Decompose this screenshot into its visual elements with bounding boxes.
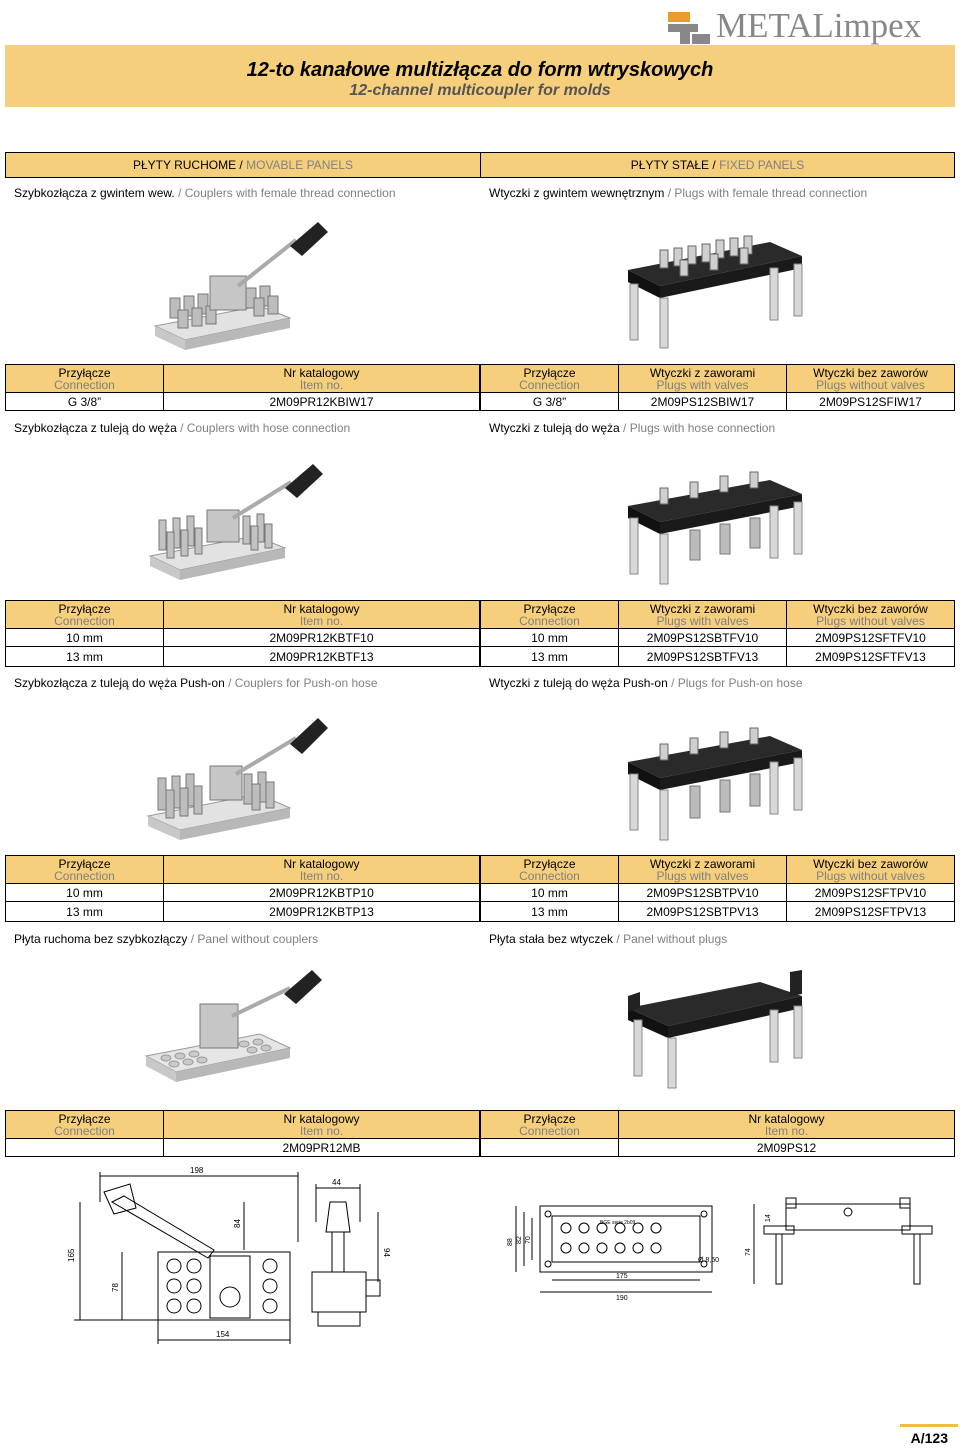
table-row — [6, 393, 480, 411]
connection-cell: 13 mm — [6, 647, 164, 667]
dim-154: 154 — [216, 1330, 230, 1339]
col-without-valves-header: Wtyczki bez zaworów Plugs without valves — [787, 365, 955, 393]
fixed-panel-without-plugs-image — [620, 968, 810, 1090]
fixed-drawing-label: BGE serie 2b09 — [600, 1220, 636, 1226]
section4-right-title — [489, 932, 727, 946]
dim-94: 94 — [382, 1248, 391, 1257]
movable-panels-pl: PŁYTY RUCHOME / — [132, 158, 243, 172]
section2-coupler-table — [5, 600, 480, 667]
dim-44: 44 — [332, 1178, 341, 1187]
section1-left-title-pl: Szybkozłącza z gwintem wew. — [14, 186, 175, 200]
section3-right-title — [489, 676, 803, 690]
section2-right-title — [489, 421, 775, 435]
dim-78: 78 — [111, 1283, 120, 1292]
col-without-valves-header: Wtyczki bez zaworów Plugs without valves — [787, 601, 955, 629]
item-cell: 2M09PR12KBIW17 — [164, 393, 480, 411]
col-without-valves-header: Wtyczki bez zaworów Plugs without valves — [787, 856, 955, 884]
table-row — [481, 902, 955, 922]
logo-mark-icon — [668, 6, 712, 46]
section3-left-title — [14, 676, 378, 690]
connection-cell: 10 mm — [481, 884, 619, 902]
item-cell: 2M09PR12KBTP10 — [164, 884, 480, 902]
table-row — [6, 647, 480, 667]
section1-plug-table — [480, 364, 955, 411]
valves-cell: 2M09PS12SBTPV13 — [619, 902, 787, 922]
table-row — [481, 1139, 955, 1157]
plug-hose-image — [620, 468, 810, 586]
fixed-panel-technical-drawing — [500, 1196, 940, 1306]
col-with-valves-header: Wtyczki z zaworami Plugs with valves — [619, 601, 787, 629]
section2-left-title-en: / Couplers with hose connection — [176, 421, 351, 435]
section3-plug-table — [480, 855, 955, 922]
connection-cell: 10 mm — [6, 629, 164, 647]
item-cell: 2M09PR12KBTF13 — [164, 647, 480, 667]
section1-coupler-table — [5, 364, 480, 411]
section2-left-title — [14, 421, 350, 435]
dim-84: 84 — [233, 1219, 242, 1228]
movable-panel-technical-drawing — [60, 1162, 480, 1352]
connection-cell: 13 mm — [6, 902, 164, 922]
fixed-panels-en: FIXED PANELS — [719, 158, 805, 172]
no-valves-cell: 2M09PS12SFTFV10 — [787, 629, 955, 647]
section3-left-title-en: / Couplers for Push-on hose — [224, 676, 378, 690]
section4-plug-table — [480, 1110, 955, 1157]
page-number: A/123 — [910, 1430, 948, 1446]
dim-198: 198 — [190, 1166, 204, 1175]
fixed-panels-header — [480, 152, 955, 178]
movable-panels-en: MOVABLE PANELS — [246, 158, 354, 172]
connection-cell — [6, 1139, 164, 1157]
section3-coupler-table — [5, 855, 480, 922]
connection-cell: 10 mm — [6, 884, 164, 902]
col-item-header: Nr katalogowy Item no. — [619, 1111, 955, 1139]
dim-165: 165 — [67, 1248, 76, 1262]
dim-190: 190 — [616, 1295, 628, 1302]
table-row — [481, 629, 955, 647]
page-subtitle: 12-channel multicoupler for molds — [349, 82, 611, 99]
coupler-hose-image — [145, 458, 335, 588]
section1-left-title-en: / Couplers with female thread connection — [174, 186, 396, 200]
section2-left-title-pl: Szybkozłącza z tuleją do węża — [14, 421, 177, 435]
item-cell: 2M09PS12 — [619, 1139, 955, 1157]
valves-cell: 2M09PS12SBTFV13 — [619, 647, 787, 667]
coupler-female-thread-image — [150, 218, 340, 358]
col-connection-header: Przyłącze Connection — [481, 1111, 619, 1139]
plug-push-on-image — [620, 722, 810, 844]
section4-coupler-table — [5, 1110, 480, 1157]
connection-cell: G 3/8” — [481, 393, 619, 411]
dim-88: 88 — [507, 1238, 514, 1246]
page-title: 12-to kanałowe multizłącza do form wtryskowych — [246, 59, 714, 81]
no-valves-cell: 2M09PS12SFTPV13 — [787, 902, 955, 922]
table-row — [481, 647, 955, 667]
connection-cell: 10 mm — [481, 629, 619, 647]
brand-name: METALimpex — [716, 6, 922, 45]
section1-right-title-en: / Plugs with female thread connection — [664, 186, 868, 200]
connection-cell — [481, 1139, 619, 1157]
col-connection-header: Przyłącze Connection — [481, 856, 619, 884]
valves-cell: 2M09PS12SBIW17 — [619, 393, 787, 411]
section1-right-title-pl: Wtyczki z gwintem wewnętrznym — [489, 186, 665, 200]
no-valves-cell: 2M09PS12SFTPV10 — [787, 884, 955, 902]
section4-left-title-en: / Panel without couplers — [187, 932, 319, 946]
col-connection-header: Przyłącze Connection — [6, 365, 164, 393]
section4-right-title-pl: Płyta stała bez wtyczek — [489, 932, 614, 946]
section4-left-title — [14, 932, 318, 946]
metalimpex-logo — [668, 6, 948, 46]
section2-right-title-pl: Wtyczki z tuleją do węża — [489, 421, 620, 435]
col-with-valves-header: Wtyczki z zaworami Plugs with valves — [619, 365, 787, 393]
col-connection-header: Przyłącze Connection — [6, 856, 164, 884]
page-number-underline — [900, 1424, 958, 1427]
dim-14: 14 — [765, 1214, 772, 1222]
valves-cell: 2M09PS12SBTPV10 — [619, 884, 787, 902]
dim-diameter: Ø 8,50 — [698, 1257, 720, 1264]
table-row — [481, 393, 955, 411]
col-item-header: Nr katalogowy Item no. — [164, 601, 480, 629]
col-with-valves-header: Wtyczki z zaworami Plugs with valves — [619, 856, 787, 884]
col-connection-header: Przyłącze Connection — [481, 365, 619, 393]
table-row — [6, 884, 480, 902]
table-row — [481, 884, 955, 902]
connection-cell: 13 mm — [481, 902, 619, 922]
no-valves-cell: 2M09PS12SFIW17 — [787, 393, 955, 411]
fixed-panels-pl: PŁYTY STAŁE / — [630, 158, 716, 172]
dim-74: 74 — [745, 1248, 752, 1256]
movable-panels-header — [5, 152, 481, 178]
section3-right-title-en: / Plugs for Push-on hose — [667, 676, 803, 690]
col-item-header: Nr katalogowy Item no. — [164, 856, 480, 884]
no-valves-cell: 2M09PS12SFTFV13 — [787, 647, 955, 667]
table-row — [6, 1139, 480, 1157]
item-cell: 2M09PR12KBTP13 — [164, 902, 480, 922]
col-connection-header: Przyłącze Connection — [6, 1111, 164, 1139]
connection-cell: 13 mm — [481, 647, 619, 667]
col-connection-header: Przyłącze Connection — [481, 601, 619, 629]
section3-left-title-pl: Szybkozłącza z tuleją do węża Push-on — [14, 676, 225, 690]
section1-left-title — [14, 186, 396, 200]
section2-right-title-en: / Plugs with hose connection — [619, 421, 776, 435]
col-item-header: Nr katalogowy Item no. — [164, 1111, 480, 1139]
table-row — [6, 629, 480, 647]
movable-panel-without-couplers-image — [140, 966, 340, 1096]
connection-cell: G 3/8” — [6, 393, 164, 411]
col-item-header: Nr katalogowy Item no. — [164, 365, 480, 393]
coupler-push-on-image — [140, 712, 340, 848]
dim-70: 70 — [525, 1236, 532, 1244]
table-row — [6, 902, 480, 922]
col-connection-header: Przyłącze Connection — [6, 601, 164, 629]
item-cell: 2M09PR12MB — [164, 1139, 480, 1157]
dim-82: 82 — [516, 1236, 523, 1244]
section2-plug-table — [480, 600, 955, 667]
section1-right-title — [489, 186, 867, 200]
plug-female-thread-image — [620, 222, 810, 352]
valves-cell: 2M09PS12SBTFV10 — [619, 629, 787, 647]
dim-175: 175 — [616, 1273, 628, 1280]
section3-right-title-pl: Wtyczki z tuleją do węża Push-on — [489, 676, 668, 690]
section4-right-title-en: / Panel without plugs — [613, 932, 728, 946]
section4-left-title-pl: Płyta ruchoma bez szybkozłączy — [14, 932, 188, 946]
item-cell: 2M09PR12KBTF10 — [164, 629, 480, 647]
